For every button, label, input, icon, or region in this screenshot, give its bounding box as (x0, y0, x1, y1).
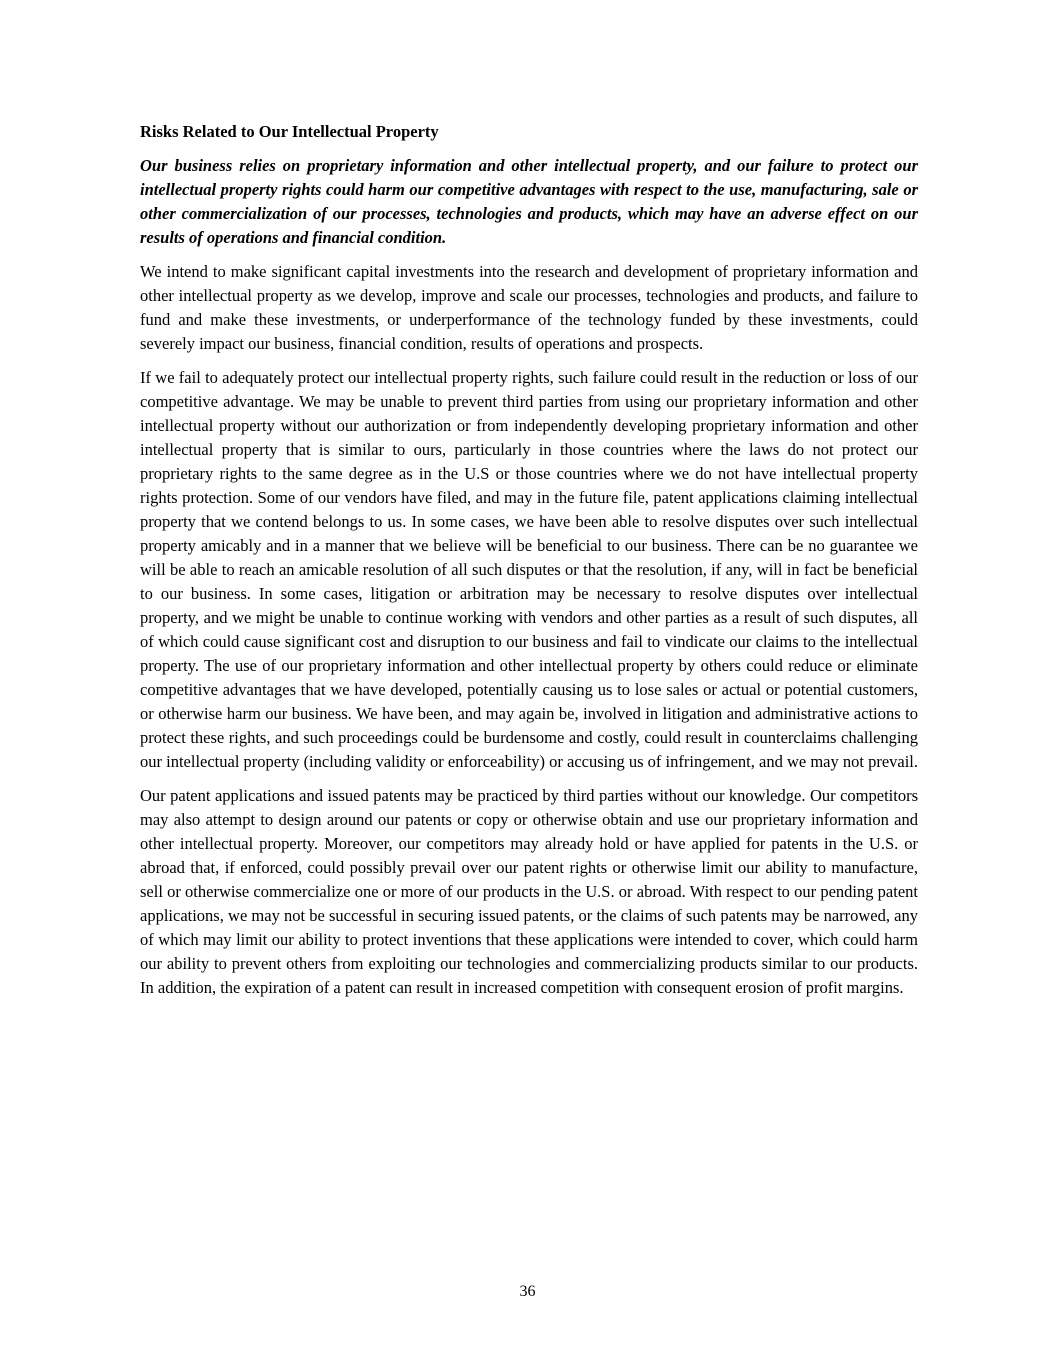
document-content (140, 120, 918, 1010)
section-heading: Risks Related to Our Intellectual Property (140, 122, 439, 141)
page-number: 36 (519, 1283, 536, 1300)
body-paragraph-capital-investments: We intend to make significant capital investments into the research and development of proprietary information and other intellectual property as we develop, improve and scale our processes, technologies and products, and failure to fund and make these investments, or underperformance of the technology funded by these investments, could severely impact our business, financial condition, results of operations and prospects. (140, 262, 918, 353)
body-paragraph-patents: Our patent applications and issued patents may be practiced by third parties without our knowledge. Our competitors may also attempt to design around our patents or copy or otherwise obtain and use our proprietary information and other intellectual property. Moreover, our competitors may already hold or have applied for patents in the U.S. or abroad that, if enforced, could possibly prevail over our patent rights or otherwise limit our ability to manufacture, sell or otherwise commercialize one or more of our products in the U.S. or abroad. With respect to our pending patent applications, we may not be successful in securing issued patents, or the claims of such patents may be narrowed, any of which may limit our ability to protect inventions that these applications were intended to cover, which could harm our ability to prevent others from exploiting our technologies and commercializing products similar to our products. In addition, the expiration of a patent can result in increased competition with consequent erosion of profit margins. (140, 786, 918, 997)
body-paragraph-ip-protection: If we fail to adequately protect our intellectual property rights, such failure could result in the reduction or loss of our competitive advantage. We may be unable to prevent third parties from using our proprietary information and other intellectual property without our authorization or from independently developing proprietary information and other intellectual property that is similar to ours, particularly in those countries where the laws do not protect our proprietary rights to the same degree as in the U.S or those countries where we do not have intellectual property rights protection. Some of our vendors have filed, and may in the future file, patent applications claiming intellectual property that we contend belongs to us. In some cases, we have been able to resolve disputes over such intellectual property amicably and in a manner that we believe will be beneficial to our business. There can be no guarantee we will be able to reach an amicable resolution of all such disputes or that the resolution, if any, will in fact be beneficial to our business. In some cases, litigation or arbitration may be necessary to resolve disputes over intellectual property, and we might be unable to continue working with vendors and other parties as a result of such disputes, all of which could cause significant cost and disruption to our business and fail to vindicate our claims to the intellectual property. The use of our proprietary information and other intellectual property by others could reduce or eliminate competitive advantages that we have developed, potentially causing us to lose sales or actual or potential customers, or otherwise harm our business. We have been, and may again be, involved in litigation and administrative actions to protect these rights, and such proceedings could be burdensome and costly, could result in counterclaims challenging our intellectual property (including validity or enforceability) or accusing us of infringement, and we may not prevail. (140, 368, 919, 771)
risk-statement-paragraph: Our business relies on proprietary information and other intellectual property, and our failure to protect our intellectual property rights could harm our competitive advantages with respect to the use, manufacturing, sale or other commercialization of our processes, technologies and products, which may have an adverse effect on our results of operations and financial condition. (140, 156, 918, 247)
